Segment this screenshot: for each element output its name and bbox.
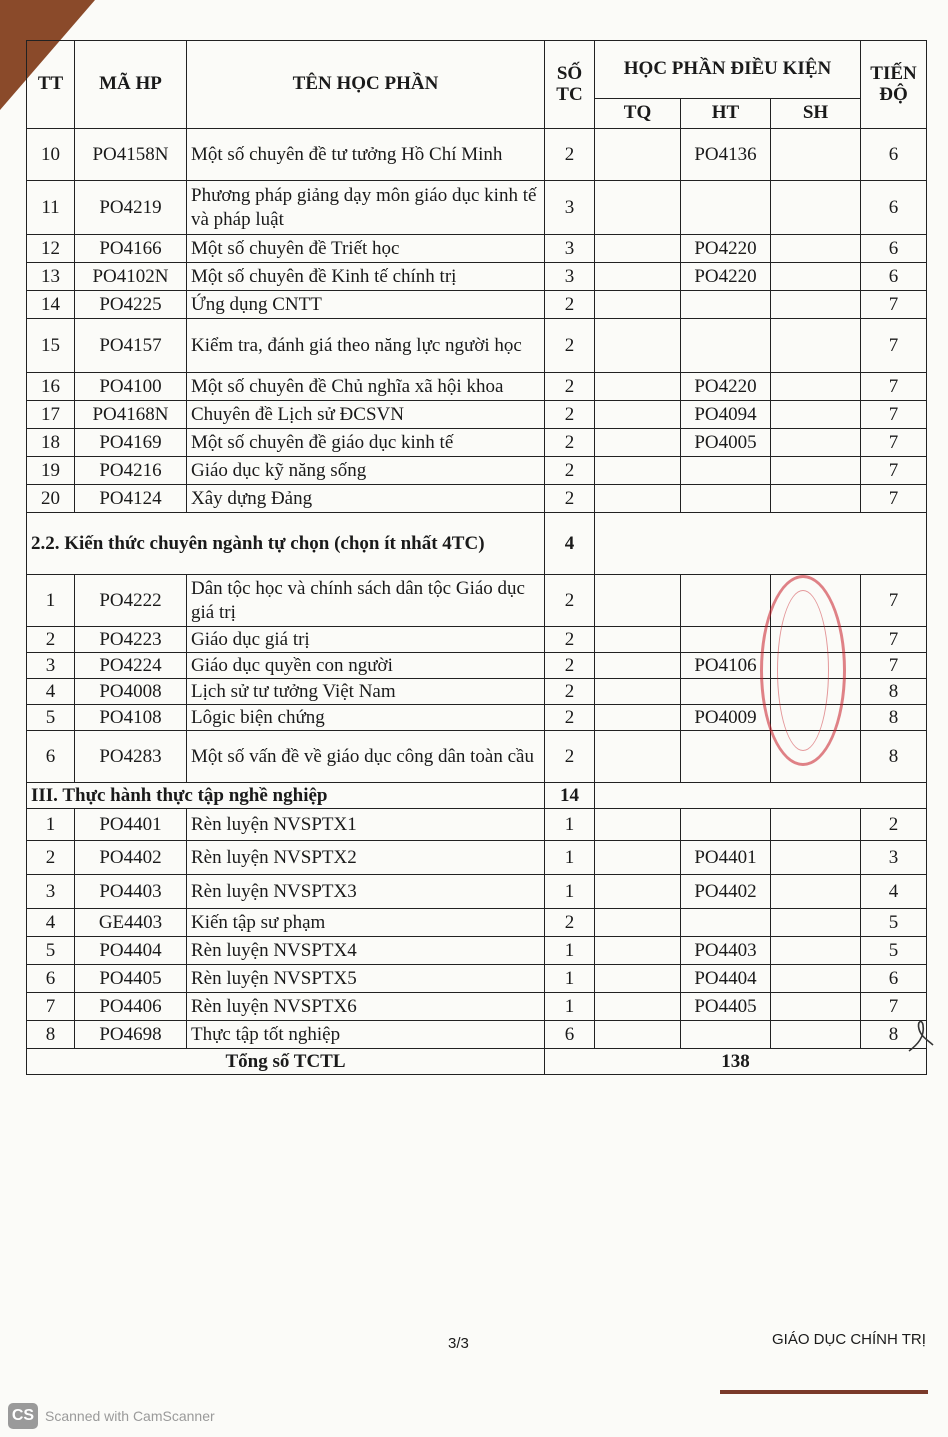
prereq-sh [771,705,861,731]
prereq-ht: PO4404 [681,965,771,993]
course-code: PO4222 [75,575,187,627]
row-tt: 5 [27,937,75,965]
prereq-ht: PO4402 [681,875,771,909]
table-row [27,429,927,457]
course-name: Một số chuyên đề Kinh tế chính trị [187,263,545,291]
prereq-ht [681,485,771,513]
course-name: Một số chuyên đề Triết học [187,235,545,263]
credit-count: 3 [545,263,595,291]
row-tt: 1 [27,575,75,627]
bottom-edge-strip [720,1390,928,1394]
row-tt: 15 [27,319,75,373]
credit-count: 3 [545,181,595,235]
progress-semester: 8 [861,705,927,731]
course-code: PO4158N [75,129,187,181]
header-ten-hoc-phan: TÊN HỌC PHẦN [187,41,545,129]
prereq-ht: PO4403 [681,937,771,965]
prereq-ht [681,809,771,841]
prereq-sh [771,291,861,319]
credit-count: 2 [545,627,595,653]
prereq-ht: PO4009 [681,705,771,731]
course-code: PO4166 [75,235,187,263]
prereq-sh [771,181,861,235]
table-row [27,291,927,319]
prereq-tq [595,263,681,291]
course-name: Rèn luyện NVSPTX4 [187,937,545,965]
total-label: Tổng số TCTL [27,1049,545,1075]
row-tt: 6 [27,731,75,783]
progress-semester: 7 [861,373,927,401]
table-row [27,705,927,731]
prereq-ht: PO4220 [681,373,771,401]
prereq-sh [771,841,861,875]
prereq-ht: PO4401 [681,841,771,875]
prereq-ht [681,679,771,705]
course-code: PO4169 [75,429,187,457]
credit-count: 2 [545,291,595,319]
section-3-label: III. Thực hành thực tập nghề nghiệp [27,783,545,809]
progress-semester: 4 [861,875,927,909]
course-name: Dân tộc học và chính sách dân tộc Giáo dục giá trị [187,575,545,627]
prereq-ht [681,909,771,937]
footer-subject: GIÁO DỤC CHÍNH TRỊ [772,1331,926,1348]
course-name: Rèn luyện NVSPTX2 [187,841,545,875]
prereq-ht: PO4220 [681,263,771,291]
prereq-tq [595,181,681,235]
table-row [27,373,927,401]
progress-semester: 3 [861,841,927,875]
prereq-ht [681,291,771,319]
course-code: PO4225 [75,291,187,319]
credit-count: 2 [545,575,595,627]
row-tt: 10 [27,129,75,181]
course-name: Một số chuyên đề Chủ nghĩa xã hội khoa [187,373,545,401]
row-tt: 6 [27,965,75,993]
footer-page-number: 3/3 [448,1335,469,1352]
table-row [27,485,927,513]
prereq-ht: PO4106 [681,653,771,679]
table-row [27,679,927,705]
credit-count: 2 [545,373,595,401]
total-row [27,1049,927,1075]
course-name: Lịch sử tư tưởng Việt Nam [187,679,545,705]
course-code: PO4403 [75,875,187,909]
credit-count: 2 [545,679,595,705]
course-name: Một số chuyên đề giáo dục kinh tế [187,429,545,457]
camscanner-watermark: Scanned with CamScanner [45,1408,215,1424]
prereq-tq [595,841,681,875]
prereq-tq [595,235,681,263]
header-tien-do: TIẾN ĐỘ [861,41,927,129]
row-tt: 5 [27,705,75,731]
credit-count: 2 [545,485,595,513]
prereq-sh [771,965,861,993]
prereq-tq [595,679,681,705]
credit-count: 1 [545,937,595,965]
table-row [27,627,927,653]
course-name: Một số chuyên đề tư tưởng Hồ Chí Minh [187,129,545,181]
course-code: PO4102N [75,263,187,291]
group3-body [27,809,927,1049]
section-3-tc: 14 [545,783,595,809]
progress-semester: 7 [861,429,927,457]
header-tt: TT [27,41,75,129]
prereq-sh [771,993,861,1021]
prereq-tq [595,809,681,841]
section-2-2-tc: 4 [545,513,595,575]
table-row [27,841,927,875]
progress-semester: 7 [861,485,927,513]
progress-semester: 6 [861,181,927,235]
row-tt: 1 [27,809,75,841]
group2-body [27,575,927,783]
prereq-sh [771,235,861,263]
course-code: PO4698 [75,1021,187,1049]
prereq-ht: PO4220 [681,235,771,263]
progress-semester: 6 [861,263,927,291]
progress-semester: 2 [861,809,927,841]
progress-semester: 7 [861,653,927,679]
credit-count: 2 [545,705,595,731]
credit-count: 2 [545,653,595,679]
progress-semester: 6 [861,235,927,263]
progress-semester: 7 [861,291,927,319]
header-sh: SH [771,99,861,129]
course-code: PO4405 [75,965,187,993]
table-row [27,401,927,429]
row-tt: 14 [27,291,75,319]
table-row [27,235,927,263]
table-header-row [27,41,927,99]
course-name: Giáo dục quyền con người [187,653,545,679]
prereq-tq [595,291,681,319]
course-code: PO4108 [75,705,187,731]
credit-count: 2 [545,401,595,429]
row-tt: 13 [27,263,75,291]
prereq-tq [595,705,681,731]
prereq-sh [771,627,861,653]
prereq-sh [771,485,861,513]
course-code: PO4168N [75,401,187,429]
course-code: PO4219 [75,181,187,235]
table-row [27,909,927,937]
section-2-2-label: 2.2. Kiến thức chuyên ngành tự chọn (chọn ít nhất 4TC) [27,513,545,575]
table-row [27,457,927,485]
prereq-tq [595,129,681,181]
credit-count: 1 [545,809,595,841]
prereq-tq [595,653,681,679]
prereq-tq [595,429,681,457]
credit-count: 2 [545,909,595,937]
table-row [27,731,927,783]
prereq-sh [771,1021,861,1049]
course-code: PO4008 [75,679,187,705]
progress-semester: 7 [861,401,927,429]
prereq-ht: PO4405 [681,993,771,1021]
credit-count: 1 [545,841,595,875]
table-row [27,993,927,1021]
table-row [27,875,927,909]
table-row [27,181,927,235]
prereq-tq [595,373,681,401]
prereq-sh [771,875,861,909]
course-code: PO4401 [75,809,187,841]
table-row [27,937,927,965]
prereq-sh [771,909,861,937]
table-row [27,809,927,841]
prereq-ht [681,731,771,783]
progress-semester: 6 [861,965,927,993]
row-tt: 12 [27,235,75,263]
course-code: PO4100 [75,373,187,401]
progress-semester: 5 [861,937,927,965]
header-dieu-kien: HỌC PHẦN ĐIỀU KIỆN [595,41,861,99]
course-name: Giáo dục kỹ năng sống [187,457,545,485]
course-code: PO4124 [75,485,187,513]
progress-semester: 7 [861,457,927,485]
row-tt: 16 [27,373,75,401]
course-code: PO4402 [75,841,187,875]
course-name: Rèn luyện NVSPTX1 [187,809,545,841]
progress-semester: 8 [861,731,927,783]
prereq-sh [771,653,861,679]
progress-semester: 7 [861,575,927,627]
total-value: 138 [545,1049,927,1075]
course-code: PO4283 [75,731,187,783]
signature-mark [905,1015,935,1055]
table-row [27,319,927,373]
prereq-ht [681,627,771,653]
prereq-ht [681,181,771,235]
course-code: PO4157 [75,319,187,373]
prereq-tq [595,993,681,1021]
row-tt: 3 [27,653,75,679]
credit-count: 1 [545,965,595,993]
course-code: PO4404 [75,937,187,965]
credit-count: 2 [545,319,595,373]
course-name: Rèn luyện NVSPTX3 [187,875,545,909]
course-name: Xây dựng Đảng [187,485,545,513]
course-name: Thực tập tốt nghiệp [187,1021,545,1049]
course-code: GE4403 [75,909,187,937]
prereq-ht: PO4005 [681,429,771,457]
credit-count: 6 [545,1021,595,1049]
course-code: PO4223 [75,627,187,653]
course-name: Lôgic biện chứng [187,705,545,731]
prereq-sh [771,401,861,429]
prereq-sh [771,731,861,783]
prereq-ht [681,319,771,373]
table-row [27,575,927,627]
prereq-tq [595,401,681,429]
course-code: PO4216 [75,457,187,485]
prereq-sh [771,937,861,965]
progress-semester: 8 [861,679,927,705]
progress-semester: 8 [861,1021,927,1049]
row-tt: 11 [27,181,75,235]
prereq-tq [595,909,681,937]
header-so-tc: SỐ TC [545,41,595,129]
group1-body [27,129,927,513]
prereq-sh [771,129,861,181]
prereq-tq [595,485,681,513]
course-name: Giáo dục giá trị [187,627,545,653]
credit-count: 2 [545,457,595,485]
section-2-2-row [27,513,927,575]
row-tt: 2 [27,627,75,653]
prereq-tq [595,1021,681,1049]
row-tt: 19 [27,457,75,485]
course-name: Kiến tập sư phạm [187,909,545,937]
table-row [27,965,927,993]
prereq-sh [771,679,861,705]
row-tt: 8 [27,1021,75,1049]
row-tt: 18 [27,429,75,457]
prereq-tq [595,457,681,485]
row-tt: 3 [27,875,75,909]
credit-count: 2 [545,129,595,181]
prereq-ht: PO4136 [681,129,771,181]
table-row [27,129,927,181]
prereq-sh [771,429,861,457]
row-tt: 17 [27,401,75,429]
table-row [27,1021,927,1049]
table-row [27,263,927,291]
credit-count: 2 [545,429,595,457]
header-ht: HT [681,99,771,129]
course-name: Một số vấn đề về giáo dục công dân toàn cầu [187,731,545,783]
row-tt: 4 [27,679,75,705]
course-name: Ứng dụng CNTT [187,291,545,319]
header-tq: TQ [595,99,681,129]
prereq-sh [771,575,861,627]
row-tt: 4 [27,909,75,937]
course-name: Kiểm tra, đánh giá theo năng lực người học [187,319,545,373]
row-tt: 2 [27,841,75,875]
course-name: Chuyên đề Lịch sử ĐCSVN [187,401,545,429]
progress-semester: 7 [861,319,927,373]
prereq-sh [771,457,861,485]
prereq-tq [595,575,681,627]
course-name: Rèn luyện NVSPTX5 [187,965,545,993]
table-row [27,653,927,679]
prereq-ht [681,457,771,485]
course-name: Rèn luyện NVSPTX6 [187,993,545,1021]
row-tt: 7 [27,993,75,1021]
prereq-sh [771,319,861,373]
prereq-ht [681,1021,771,1049]
curriculum-table [26,40,927,1075]
prereq-sh [771,809,861,841]
progress-semester: 5 [861,909,927,937]
prereq-sh [771,263,861,291]
prereq-tq [595,937,681,965]
course-code: PO4224 [75,653,187,679]
prereq-tq [595,731,681,783]
prereq-ht: PO4094 [681,401,771,429]
prereq-tq [595,965,681,993]
progress-semester: 7 [861,993,927,1021]
credit-count: 3 [545,235,595,263]
progress-semester: 6 [861,129,927,181]
prereq-tq [595,319,681,373]
credit-count: 2 [545,731,595,783]
prereq-sh [771,373,861,401]
prereq-tq [595,627,681,653]
camscanner-logo: CS [8,1403,38,1429]
course-code: PO4406 [75,993,187,1021]
course-name: Phương pháp giảng dạy môn giáo dục kinh tế và pháp luật [187,181,545,235]
section-3-row [27,783,927,809]
prereq-tq [595,875,681,909]
row-tt: 20 [27,485,75,513]
progress-semester: 7 [861,627,927,653]
header-ma-hp: MÃ HP [75,41,187,129]
credit-count: 1 [545,875,595,909]
credit-count: 1 [545,993,595,1021]
prereq-ht [681,575,771,627]
